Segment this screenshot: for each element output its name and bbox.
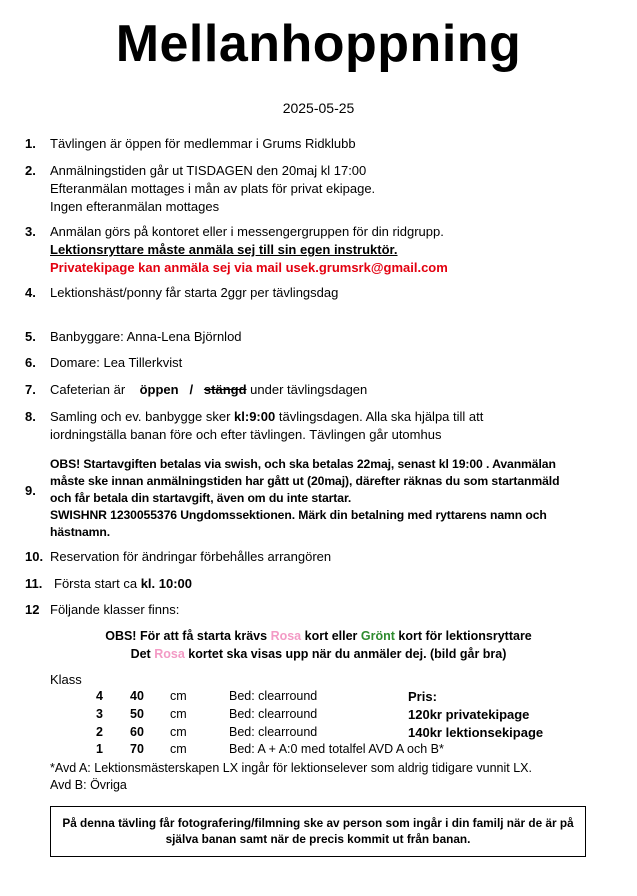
item-number: 2.	[25, 163, 36, 178]
item-number: 6.	[25, 355, 36, 370]
klass-label: Klass	[50, 672, 82, 687]
gathering-time: kl:9:00	[234, 409, 276, 424]
item-number: 3.	[25, 224, 36, 239]
item-text: Följande klasser finns:	[50, 602, 180, 617]
photo-notice-line: själva banan samt när de precis kommit ut från banan.	[165, 832, 471, 846]
photo-notice-line: På denna tävling får fotografering/filmning ske av person som ingår i din familj när de är på	[62, 816, 574, 830]
item-number: 4.	[25, 285, 36, 300]
first-start-time: kl. 10:00	[140, 576, 193, 591]
class-number: 4	[96, 689, 103, 703]
photo-notice-box	[50, 806, 586, 857]
item-text: Tävlingen är öppen för medlemmar i Grums Ridklubb	[50, 136, 356, 151]
cafeteria-closed: stängd	[203, 382, 247, 397]
class-unit: cm	[170, 707, 187, 721]
item-number: 8.	[25, 409, 36, 424]
class-number: 3	[96, 707, 103, 721]
class-judging: Bed: clearround	[229, 689, 318, 703]
registration-method: Anmälan görs på kontoret eller i messengergruppen för din ridgrupp.	[50, 224, 444, 239]
event-date: 2025-05-25	[282, 100, 355, 116]
class-judging: Bed: clearround	[229, 725, 318, 739]
class-judging: Bed: A + A:0 med totalfel AVD A och B*	[229, 742, 444, 756]
no-late-registration-note: Ingen efteranmälan mottages	[50, 199, 220, 214]
class-height: 60	[130, 725, 144, 739]
class-height: 40	[130, 689, 144, 703]
class-row	[0, 742, 637, 760]
item-text: Reservation för ändringar förbehålles arrangören	[50, 549, 332, 564]
course-designer: Banbyggare: Anna-Lena Björnlod	[50, 329, 242, 344]
class-number: 1	[96, 742, 103, 756]
card-requirement-note: OBS! För att få starta krävs Rosa kort eller Grönt kort för lektionsryttare	[105, 629, 532, 643]
price-private: 120kr privatekipage	[408, 707, 530, 722]
footnote-avd-a: *Avd A: Lektionsmästerskapen LX ingår för lektionselever som aldrig tidigare vunnit LX.	[50, 761, 532, 775]
registration-deadline: Anmälningstiden går ut TISDAGEN den 20maj kl 17:00	[50, 163, 367, 178]
lesson-rider-note: Lektionsryttare måste anmäla sej till sin egen instruktör.	[50, 242, 398, 257]
item-number: 10.	[25, 549, 44, 564]
price-heading: Pris:	[408, 689, 437, 704]
card-show-note: Det Rosa kortet ska visas upp när du anmäler dej. (bild går bra)	[130, 647, 507, 661]
class-row	[0, 725, 637, 743]
price-lesson: 140kr lektionsekipage	[408, 725, 544, 740]
item-text: Lektionshäst/ponny får starta 2ggr per tävlingsdag	[50, 285, 339, 300]
class-height: 70	[130, 742, 144, 756]
payment-notice: OBS! Startavgiften betalas via swish, och ska betalas 22maj, senast kl 19:00 . Avanmälan måste ske innan anmälningstiden har gått ut (20maj), därefter räknas du som startanmäld och får betala din startavgift, även om du inte startar. SWISHNR 1230055376 Ungdomssektionen. Märk din betalning med ryttarens namn och hästnamn.	[50, 456, 610, 541]
item-number: 11.	[25, 576, 43, 591]
swish-number: SWISHNR 1230055376 Ungdomssektionen. Märk din betalning med ryttarens namn och	[50, 508, 547, 522]
green-card-word: Grönt	[360, 629, 395, 643]
class-unit: cm	[170, 689, 187, 703]
pink-card-word: Rosa	[270, 629, 302, 643]
first-start: Första start ca kl. 10:00	[54, 576, 193, 591]
cafeteria-status: Cafeterian är öppen / stängd under tävlingsdagen	[50, 382, 368, 397]
item-number: 1.	[25, 136, 36, 151]
class-judging: Bed: clearround	[229, 707, 318, 721]
class-unit: cm	[170, 725, 187, 739]
class-row	[0, 689, 637, 707]
item-number: 9.	[25, 483, 36, 498]
item-number: 12	[25, 602, 40, 617]
class-row	[0, 707, 637, 725]
class-height: 50	[130, 707, 144, 721]
class-number: 2	[96, 725, 103, 739]
judge: Domare: Lea Tillerkvist	[50, 355, 183, 370]
pink-card-word: Rosa	[154, 647, 185, 661]
class-unit: cm	[170, 742, 187, 756]
cafeteria-open: öppen	[139, 382, 179, 397]
item-number: 7.	[25, 382, 36, 397]
item-text: Samling och ev. banbygge sker kl:9:00 tävlingsdagen. Alla ska hjälpa till att iordningställa banan före och efter tävlingen. Tävlingen går utomhus	[50, 409, 484, 442]
item-number: 5.	[25, 329, 36, 344]
item-text	[50, 162, 590, 216]
page-title: Mellanhoppning	[115, 15, 522, 73]
footnote-avd-b: Avd B: Övriga	[50, 778, 127, 792]
late-registration-note: Efteranmälan mottages i mån av plats för privat ekipage.	[50, 181, 376, 196]
item-text	[50, 223, 590, 277]
private-registration-email: Privatekipage kan anmäla sej via mail usek.grumsrk@gmail.com	[50, 260, 448, 275]
